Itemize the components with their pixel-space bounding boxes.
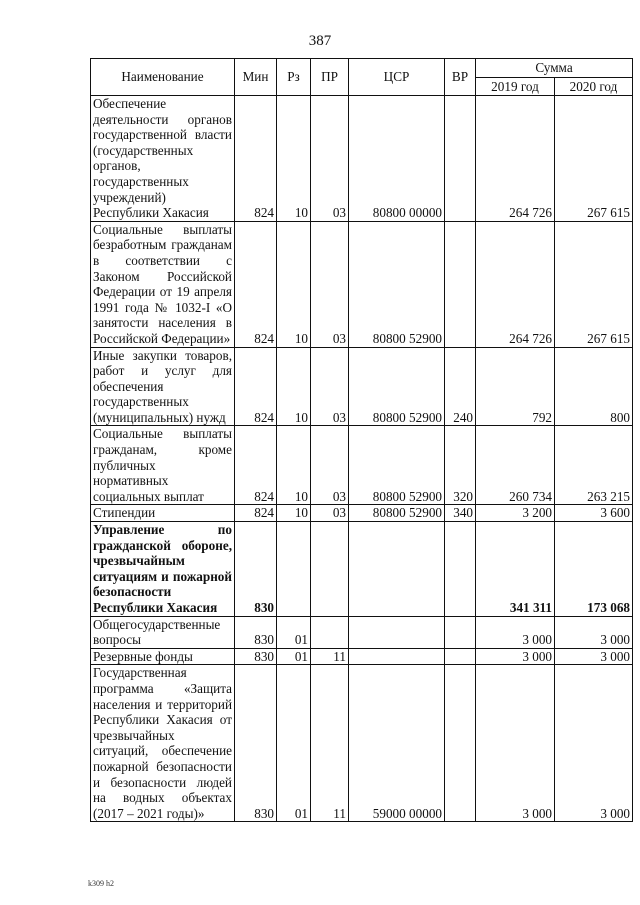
row-2019: 3 000 (476, 665, 555, 822)
row-2020: 3 600 (555, 505, 633, 522)
row-2019: 264 726 (476, 96, 555, 222)
row-2020: 800 (555, 347, 633, 426)
row-name: Общегосударственные вопросы (91, 616, 235, 648)
row-2019: 792 (476, 347, 555, 426)
table-row (91, 648, 633, 665)
row-2019: 264 726 (476, 221, 555, 347)
col-header-2020: 2020 год (555, 78, 633, 96)
row-csr: 80800 52900 (349, 221, 445, 347)
col-header-vr: ВР (445, 59, 476, 96)
table-header-row (91, 59, 633, 78)
row-name: Государственная программа «Защита населения и территорий Республики Хакасия от чрезвычайных ситуаций, обеспечение пожарной безопасности и безопасности людей на водных объектах (2017 – 2021 годы)» (91, 665, 235, 822)
row-min: 830 (235, 665, 277, 822)
row-csr (349, 522, 445, 617)
col-header-min: Мин (235, 59, 277, 96)
row-2020: 3 000 (555, 665, 633, 822)
row-2020: 267 615 (555, 221, 633, 347)
row-2020: 173 068 (555, 522, 633, 617)
row-csr: 80800 52900 (349, 426, 445, 505)
table-row (91, 665, 633, 822)
row-csr: 80800 52900 (349, 505, 445, 522)
table-row (91, 221, 633, 347)
row-min: 830 (235, 522, 277, 617)
table-row (91, 347, 633, 426)
row-rz (277, 522, 311, 617)
table-row (91, 522, 633, 617)
row-2019: 3 000 (476, 648, 555, 665)
row-csr: 80800 00000 (349, 96, 445, 222)
row-rz: 01 (277, 665, 311, 822)
row-2019: 3 200 (476, 505, 555, 522)
row-2020: 3 000 (555, 648, 633, 665)
col-header-pr: ПР (311, 59, 349, 96)
row-min: 824 (235, 96, 277, 222)
col-header-2019: 2019 год (476, 78, 555, 96)
row-rz: 10 (277, 347, 311, 426)
budget-table (90, 58, 633, 822)
row-min: 824 (235, 426, 277, 505)
row-vr (445, 616, 476, 648)
row-name: Управление по гражданской обороне, чрезвычайным ситуациям и пожарной безопасности Республики Хакасия (91, 522, 235, 617)
row-vr (445, 665, 476, 822)
row-pr (311, 522, 349, 617)
row-pr (311, 616, 349, 648)
row-pr: 11 (311, 648, 349, 665)
col-header-rz: Рз (277, 59, 311, 96)
row-pr: 11 (311, 665, 349, 822)
col-header-csr: ЦСР (349, 59, 445, 96)
row-2019: 341 311 (476, 522, 555, 617)
row-rz: 01 (277, 648, 311, 665)
table-row (91, 426, 633, 505)
row-rz: 10 (277, 221, 311, 347)
row-name: Иные закупки товаров, работ и услуг для обеспечения государственных (муниципальных) нужд (91, 347, 235, 426)
row-min: 830 (235, 648, 277, 665)
row-vr (445, 648, 476, 665)
row-min: 824 (235, 505, 277, 522)
row-2019: 3 000 (476, 616, 555, 648)
row-csr (349, 616, 445, 648)
row-name: Социальные выплаты безработным гражданам в соответствии с Законом Российской Федерации от 19 апреля 1991 года № 1032-I «О занятости населения в Российской Федерации» (91, 221, 235, 347)
row-name: Обеспечение деятельности органов государственной власти (государственных органов, государственных учреждений) Республики Хакасия (91, 96, 235, 222)
row-vr: 320 (445, 426, 476, 505)
row-2020: 3 000 (555, 616, 633, 648)
col-header-sum: Сумма (476, 59, 633, 78)
page-number: 387 (308, 33, 332, 49)
row-pr: 03 (311, 221, 349, 347)
row-rz: 10 (277, 426, 311, 505)
table-row (91, 616, 633, 648)
row-csr: 59000 00000 (349, 665, 445, 822)
row-min: 824 (235, 347, 277, 426)
table-row (91, 505, 633, 522)
row-vr (445, 522, 476, 617)
row-pr: 03 (311, 426, 349, 505)
row-vr (445, 221, 476, 347)
row-vr: 340 (445, 505, 476, 522)
footer-code: k309 h2 (88, 879, 114, 888)
row-name: Социальные выплаты гражданам, кроме публичных нормативных социальных выплат (91, 426, 235, 505)
row-name: Стипендии (91, 505, 235, 522)
row-pr: 03 (311, 347, 349, 426)
row-pr: 03 (311, 96, 349, 222)
row-rz: 10 (277, 96, 311, 222)
table-row (91, 96, 633, 222)
row-min: 824 (235, 221, 277, 347)
row-csr: 80800 52900 (349, 347, 445, 426)
row-2020: 263 215 (555, 426, 633, 505)
row-rz: 01 (277, 616, 311, 648)
row-2020: 267 615 (555, 96, 633, 222)
row-name: Резервные фонды (91, 648, 235, 665)
row-min: 830 (235, 616, 277, 648)
col-header-name: Наименование (91, 59, 235, 96)
row-vr (445, 96, 476, 222)
row-pr: 03 (311, 505, 349, 522)
row-csr (349, 648, 445, 665)
row-vr: 240 (445, 347, 476, 426)
row-2019: 260 734 (476, 426, 555, 505)
row-rz: 10 (277, 505, 311, 522)
